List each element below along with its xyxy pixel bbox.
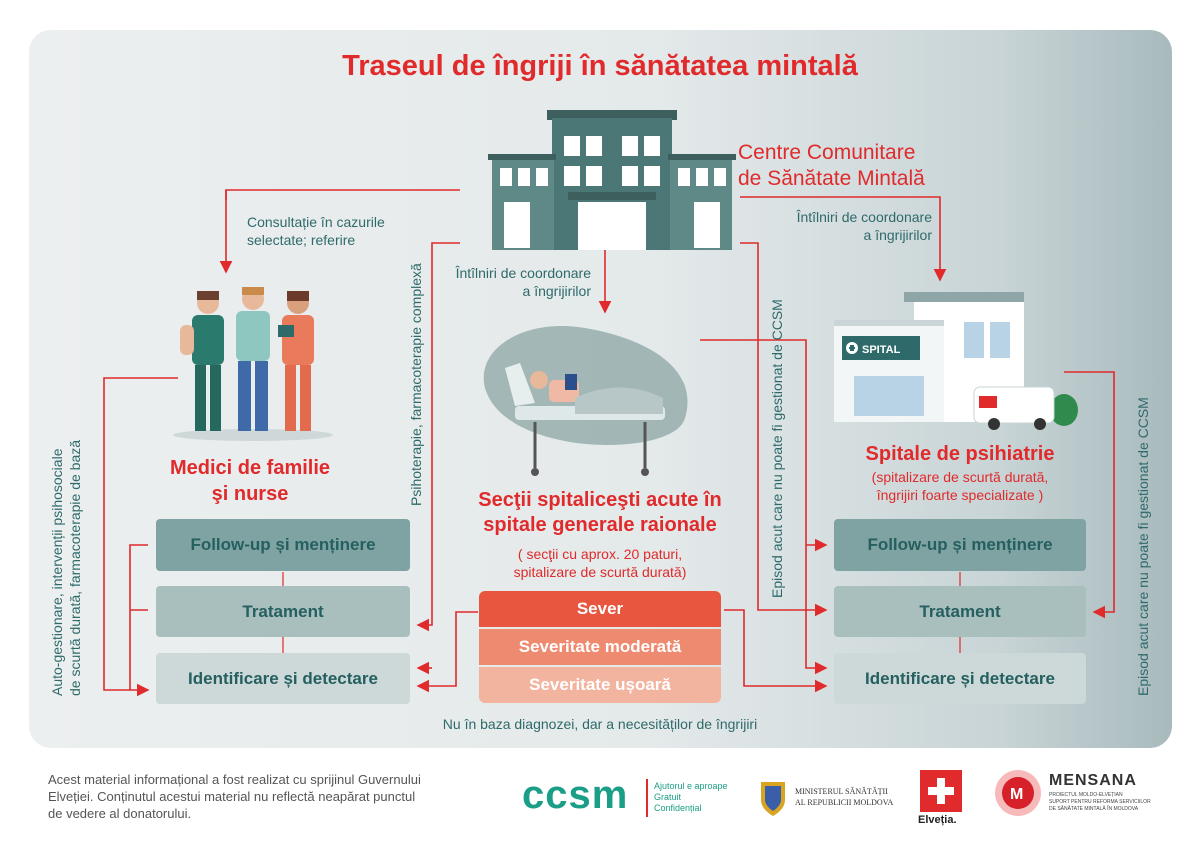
moldova-coat-of-arms-icon — [757, 778, 789, 818]
family-doctors-title: Medici de familie şi nurse — [169, 457, 331, 505]
severity-moderate: Severitate moderată — [479, 629, 721, 665]
mensana-text: MENSANA — [1049, 772, 1137, 789]
acute-wards-subtitle: ( secţii cu aprox. 20 paturi, spitalizare de scurtă durată) — [513, 546, 687, 580]
mensana-logo — [993, 768, 1163, 828]
medical-staff-icon — [168, 285, 338, 443]
psychotherapy-label: Psihoterapie, farmacoterapie complexă — [408, 263, 424, 506]
right-identification-box: Identificare și detectare — [834, 653, 1086, 704]
ccsm-title: Centre Comunitare de Sănătate Mintală — [738, 141, 925, 190]
consultation-label: Consultație în cazurile selectate; referire — [247, 214, 385, 248]
care-needs-label: Nu în baza diagnozei, dar a necesităților de îngrijiri — [442, 716, 758, 732]
acute-episode-label: Episod acut care nu poate fi gestionat de CCSM — [769, 299, 785, 598]
community-center-building-icon — [482, 110, 742, 250]
page-title: Traseul de îngriji în sănătatea mintală — [342, 50, 858, 82]
left-treatment-box: Tratament — [156, 586, 410, 637]
swiss-flag-icon — [920, 770, 962, 812]
coordination-right-label: Întîlniri de coordonare a îngrijirilor — [796, 209, 932, 243]
left-followup-box: Follow-up și menținere — [156, 519, 410, 571]
right-treatment-box: Tratament — [834, 586, 1086, 637]
hospital-bed-patient-icon — [465, 318, 705, 480]
ccsm-logo-text: ccsm — [522, 773, 629, 817]
ccsm-tagline: Ajutorul e aproape Gratuit Confidențial — [654, 781, 728, 813]
svg-text:M: M — [1010, 786, 1024, 803]
mensana-emblem-icon — [993, 768, 1043, 818]
acute-wards-title: Secţii spitaliceşti acute în spitale generale raionale — [478, 489, 722, 536]
coordination-center-label: Întîlniri de coordonare a îngrijirilor — [455, 265, 591, 299]
ministry-logo — [757, 778, 907, 818]
psych-hospital-title: Spitale de psihiatrie — [865, 443, 1055, 465]
right-followup-box: Follow-up și menținere — [834, 519, 1086, 571]
disclaimer-text: Acest material informațional a fost realizat cu sprijinul Guvernului Elveției. Conținutul acestui material nu reflectă neapărat punctul de vedere al donatorului. — [48, 772, 421, 821]
severity-mild: Severitate ușoară — [479, 667, 721, 703]
mensana-subtitle: PROIECTUL MOLDO-ELVEȚIAN SUPORT PENTRU REFORMA SERVICIILOR DE SĂNĂTATE MINTALĂ ÎN MOLDOVA — [1049, 792, 1151, 812]
ministry-text: MINISTERUL SĂNĂTĂȚII AL REPUBLICII MOLDOVA — [795, 787, 894, 807]
severity-severe: Sever — [479, 591, 721, 627]
psychiatric-hospital-building-icon — [834, 292, 1082, 432]
acute-episode-right-label: Episod acut care nu poate fi gestionat de CCSM — [1135, 397, 1151, 696]
left-identification-box: Identificare și detectare — [156, 653, 410, 704]
spital-sign: SPITAL — [862, 344, 901, 356]
ccsm-logo — [522, 773, 747, 823]
swiss-text: Elveția. — [918, 814, 957, 826]
self-management-label: Auto-gestionare, intervenții psihosociale de scurtă durată, farmacoterapie de bază — [49, 439, 83, 696]
switzerland-logo — [918, 770, 964, 830]
psych-hospital-subtitle: (spitalizare de scurtă durată, îngrijiri foarte specializate ) — [871, 469, 1049, 503]
